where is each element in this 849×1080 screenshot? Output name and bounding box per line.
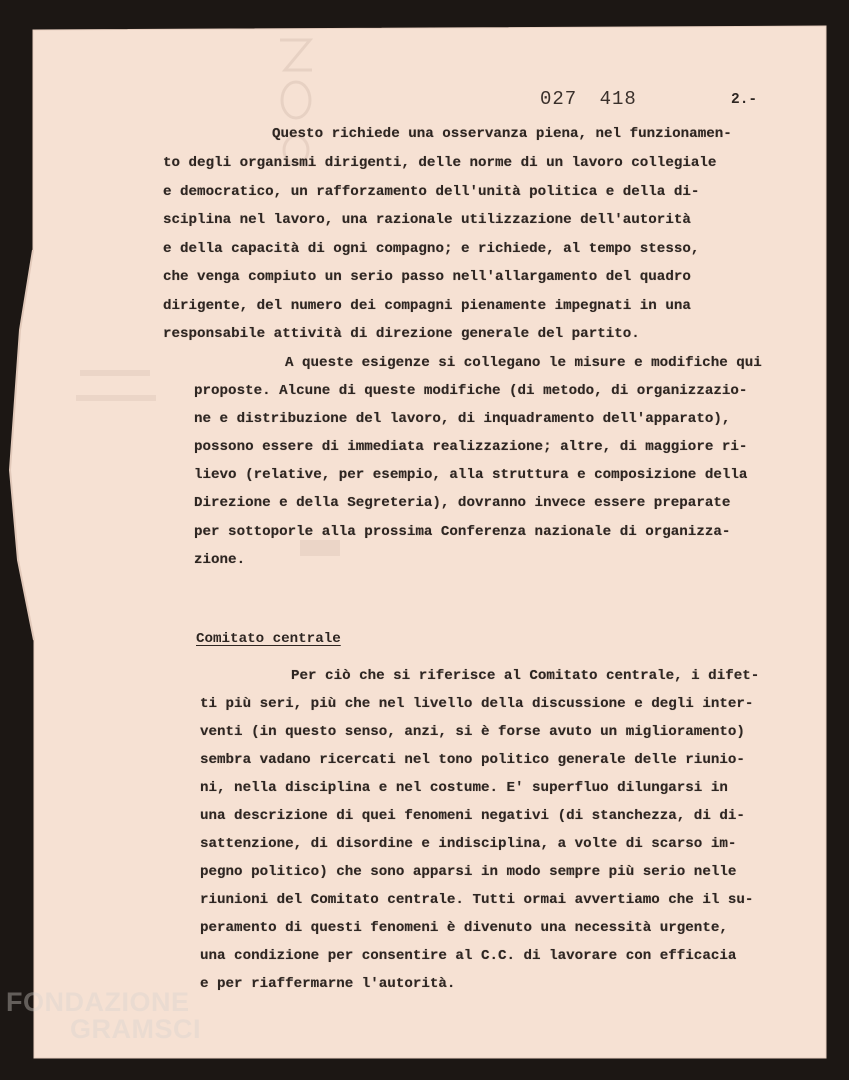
- paragraph-2-line-2: proposte. Alcune di queste modifiche (di metodo, di organizzazio-: [194, 383, 748, 399]
- paragraph-3-line-6: una descrizione di quei fenomeni negativi (di stanchezza, di di-: [200, 808, 745, 824]
- paragraph-3-line-7: sattenzione, di disordine e indisciplina, a volte di scarso im-: [200, 836, 737, 852]
- paragraph-2-line-4: possono essere di immediata realizzazione; altre, di maggiore ri-: [194, 439, 748, 455]
- watermark-line-2: GRAMSCI: [70, 1014, 201, 1044]
- paragraph-3-line-3: venti (in questo senso, anzi, si è forse avuto un miglioramento): [200, 724, 745, 740]
- watermark-line-1: FONDAZIONE: [6, 987, 190, 1017]
- paragraph-2-line-5: lievo (relative, per esempio, alla struttura e composizione della: [194, 467, 748, 483]
- paragraph-1-line-7: dirigente, del numero dei compagni pienamente impegnati in una: [163, 298, 691, 314]
- page-number: 2.-: [731, 92, 758, 108]
- section-heading: Comitato centrale: [196, 631, 341, 647]
- paragraph-1-line-6: che venga compiuto un serio passo nell'allargamento del quadro: [163, 269, 691, 285]
- paragraph-2-line-3: ne e distribuzione del lavoro, di inquadramento dell'apparato),: [194, 411, 731, 427]
- paragraph-1-line-5: e della capacità di ogni compagno; e richiede, al tempo stesso,: [163, 241, 700, 257]
- paragraph-3-line-10: peramento di questi fenomeni è divenuto una necessità urgente,: [200, 920, 728, 936]
- paragraph-1-line-8: responsabile attività di direzione generale del partito.: [163, 326, 640, 342]
- fondazione-gramsci-watermark: [6, 987, 216, 1067]
- paragraph-3-line-12: e per riaffermarne l'autorità.: [200, 976, 456, 992]
- paragraph-2-line-8: zione.: [194, 552, 246, 568]
- paragraph-2-line-1: A queste esigenze si collegano le misure e modifiche qui: [285, 355, 762, 371]
- paragraph-1-line-3: e democratico, un rafforzamento dell'unità politica e della di-: [163, 184, 700, 200]
- paragraph-3-line-5: ni, nella disciplina e nel costume. E' superfluo dilungarsi in: [200, 780, 728, 796]
- paragraph-1-line-1: Questo richiede una osservanza piena, nel funzionamen-: [272, 126, 732, 142]
- document-number: 027 418: [540, 88, 637, 110]
- paragraph-3-line-11: una condizione per consentire al C.C. di lavorare con efficacia: [200, 948, 737, 964]
- paragraph-3-line-4: sembra vadano ricercati nel tono politico generale delle riunio-: [200, 752, 745, 768]
- paragraph-1-line-4: sciplina nel lavoro, una razionale utilizzazione dell'autorità: [163, 212, 691, 228]
- paragraph-2-line-7: per sottoporle alla prossima Conferenza nazionale di organizza-: [194, 524, 731, 540]
- paragraph-3-line-2: ti più seri, più che nel livello della discussione e degli inter-: [200, 696, 754, 712]
- paragraph-3-line-8: pegno politico) che sono apparsi in modo sempre più serio nelle: [200, 864, 737, 880]
- paragraph-3-line-9: riunioni del Comitato centrale. Tutti ormai avvertiamo che il su-: [200, 892, 754, 908]
- paragraph-1-line-2: to degli organismi dirigenti, delle norme di un lavoro collegiale: [163, 155, 717, 171]
- paragraph-3-line-1: Per ciò che si riferisce al Comitato centrale, i difet-: [291, 668, 760, 684]
- paragraph-2-line-6: Direzione e della Segreteria), dovranno invece essere preparate: [194, 495, 731, 511]
